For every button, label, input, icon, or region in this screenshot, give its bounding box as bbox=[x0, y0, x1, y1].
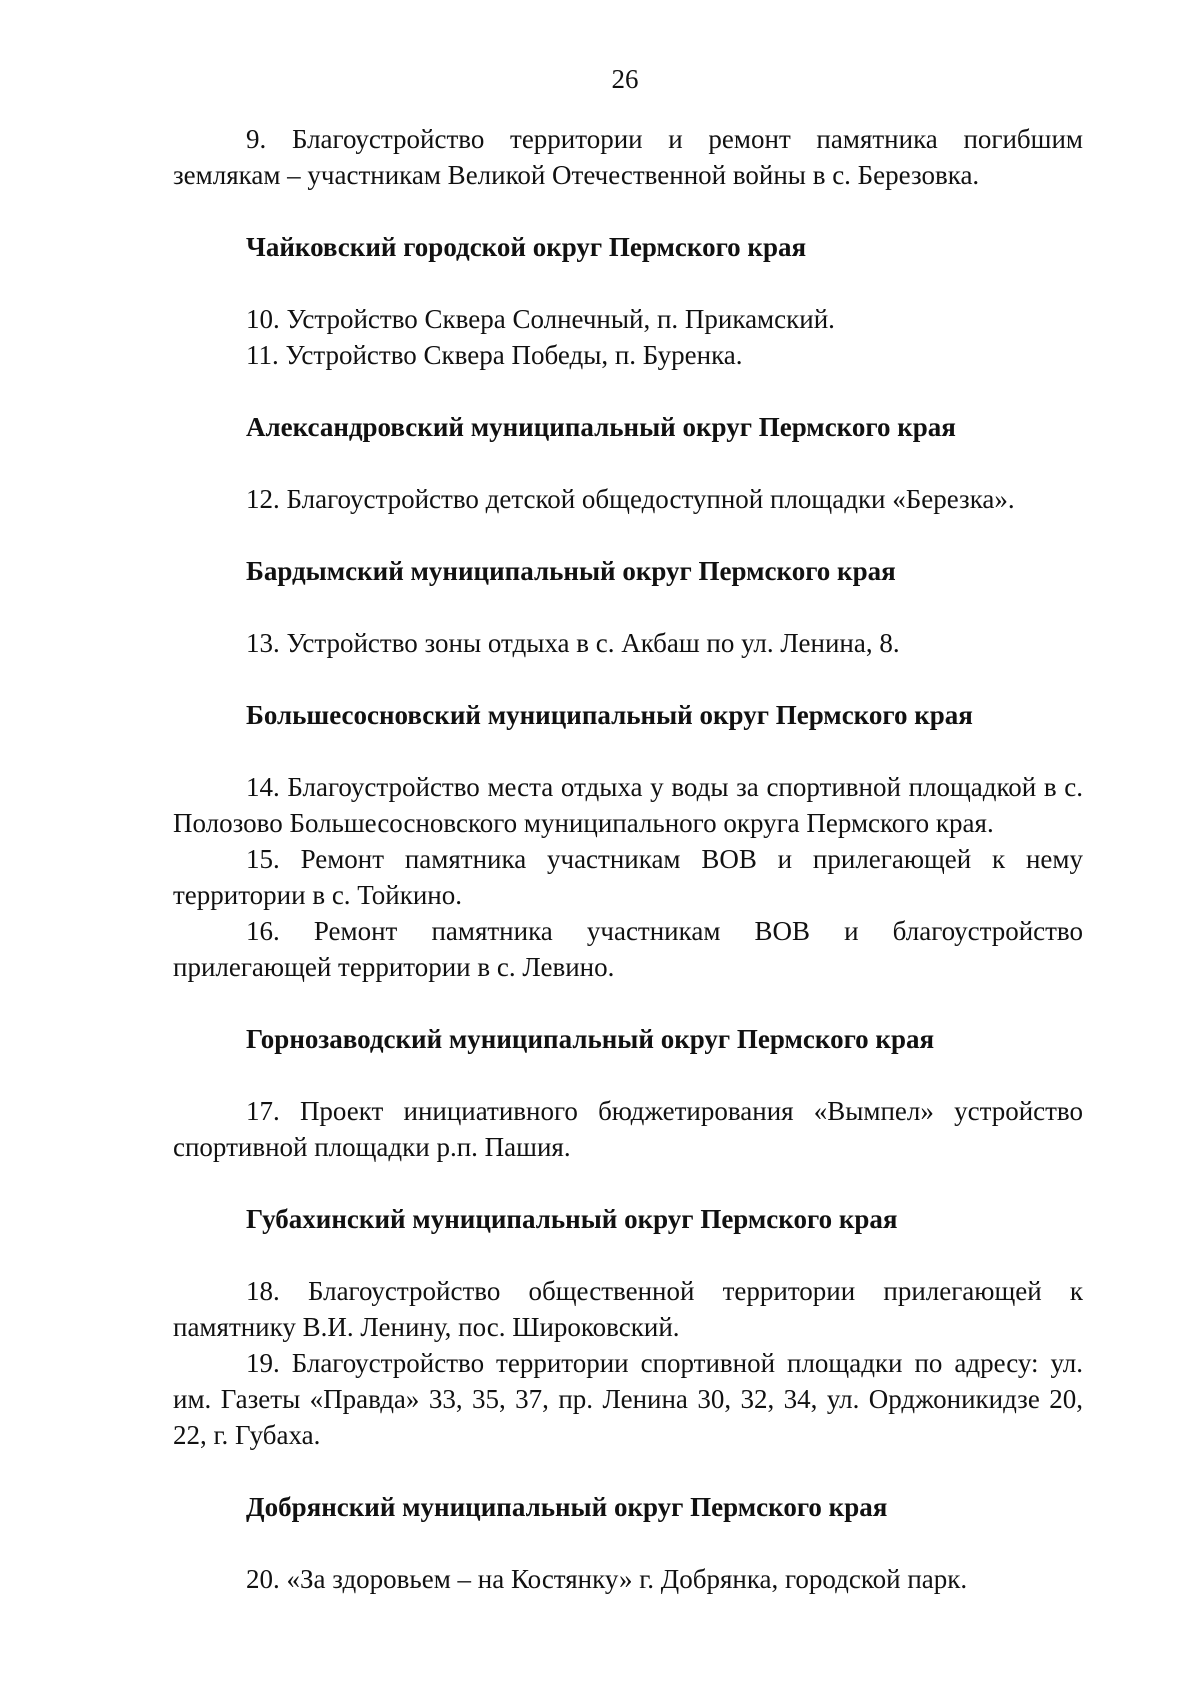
list-item-15: 15. Ремонт памятника участникам ВОВ и прилегающей к нему территории в с. Тойкино. bbox=[173, 844, 1083, 910]
section-heading-aleksandrovsky: Александровский муниципальный округ Пермского края bbox=[246, 412, 956, 442]
section-heading-gornozavodsky: Горнозаводский муниципальный округ Пермского края bbox=[246, 1024, 935, 1054]
list-item-13: 13. Устройство зоны отдыха в с. Акбаш по ул. Ленина, 8. bbox=[246, 628, 900, 658]
list-item-18: 18. Благоустройство общественной территории прилегающей к памятнику В.И. Ленину, пос. Широковский. bbox=[173, 1276, 1083, 1342]
document-body bbox=[173, 121, 1083, 1597]
section-heading-gubakhinsky: Губахинский муниципальный округ Пермского края bbox=[246, 1204, 898, 1234]
page-number: 26 bbox=[611, 64, 639, 94]
list-item-9: 9. Благоустройство территории и ремонт памятника погибшим землякам – участникам Великой Отечественной войны в с. Березовка. bbox=[173, 124, 1083, 190]
list-item-11: 11. Устройство Сквера Победы, п. Буренка. bbox=[246, 340, 743, 370]
list-item-16: 16. Ремонт памятника участникам ВОВ и благоустройство прилегающей территории в с. Левино. bbox=[173, 916, 1083, 982]
section-heading-chaikovsky: Чайковский городской округ Пермского края bbox=[246, 232, 807, 262]
section-heading-dobryansky: Добрянский муниципальный округ Пермского края bbox=[246, 1492, 888, 1522]
list-item-10: 10. Устройство Сквера Солнечный, п. Прикамский. bbox=[246, 304, 835, 334]
list-item-19: 19. Благоустройство территории спортивной площадки по адресу: ул. им. Газеты «Правда» 33, 35, 37, пр. Ленина 30, 32, 34, ул. Орджоникидзе 20, 22, г. Губаха. bbox=[173, 1348, 1083, 1450]
list-item-20: 20. «За здоровьем – на Костянку» г. Добрянка, городской парк. bbox=[246, 1564, 968, 1594]
list-item-12: 12. Благоустройство детской общедоступной площадки «Березка». bbox=[246, 484, 1015, 514]
list-item-14: 14. Благоустройство места отдыха у воды за спортивной площадкой в с. Полозово Большесосновского муниципального округа Пермского края. bbox=[173, 772, 1083, 838]
list-item-17: 17. Проект инициативного бюджетирования «Вымпел» устройство спортивной площадки р.п. Пашия. bbox=[173, 1096, 1083, 1162]
section-heading-bolshesosnovsky: Большесосновский муниципальный округ Пермского края bbox=[246, 700, 973, 730]
section-heading-bardymsky: Бардымский муниципальный округ Пермского края bbox=[246, 556, 896, 586]
